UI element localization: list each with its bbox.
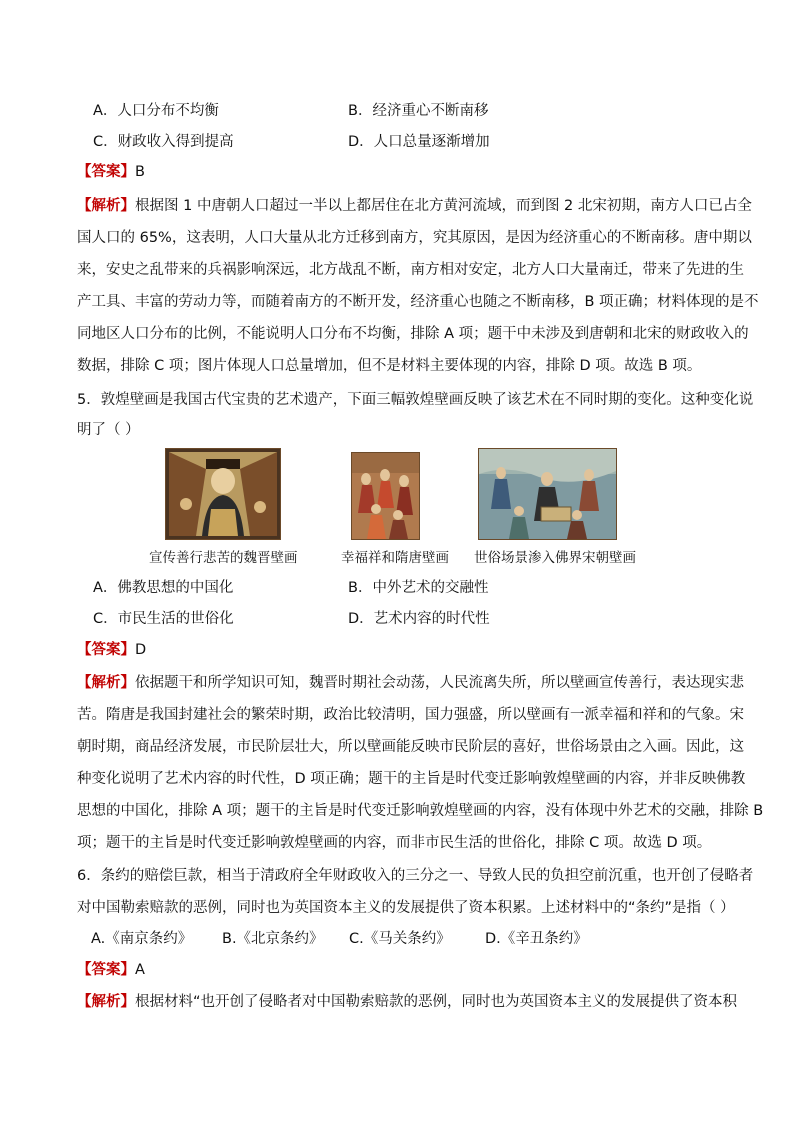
analysis-text: 根据材料“也开创了侵略者对中国勒索赔款的恶例，同时也为英国资本主义的发展提供了资本积 [135, 994, 738, 1010]
analysis-text: 依据题干和所学知识可知，魏晋时期社会动荡，人民流离失所，所以壁画宣传善行，表达现实悲 [135, 675, 744, 691]
q5-analysis-line-0 [77, 673, 744, 693]
q6-stem-line-1: 对中国勒索赔款的恶例，同时也为英国资本主义的发展提供了资本积累。上述材料中的“条约”是指（ ） [77, 900, 735, 916]
wei-jin-mural-image [165, 448, 281, 540]
q5-answer [77, 640, 146, 660]
sui-tang-mural-caption: 幸福祥和隋唐壁画 [341, 550, 449, 566]
q6-analysis-line-0 [77, 992, 737, 1012]
q5-analysis-line-2: 朝时期，商品经济发展，市民阶层壮大，所以壁画能反映市民阶层的喜好，世俗场景由之入画。因此，这 [77, 739, 744, 755]
q5-analysis-line-1: 苦。隋唐是我国封建社会的繁荣时期，政治比较清明，国力强盛，所以壁画有一派幸福和祥和的气象。宋 [77, 707, 744, 723]
q5-option-d: D．艺术内容的时代性 [348, 611, 490, 627]
q4-analysis-line-3: 产工具、丰富的劳动力等，而随着南方的不断开发，经济重心也随之不断南移，B 项正确；材料体现的是不 [77, 294, 759, 310]
q4-analysis-line-1: 国人口的 65%，这表明，人口大量从北方迁移到南方，究其原因，是因为经济重心的不断南移。唐中期以 [77, 230, 752, 246]
q4-option-b: B．经济重心不断南移 [348, 103, 489, 119]
q5-analysis-line-4: 思想的中国化，排除 A 项；题干的主旨是时代变迁影响敦煌壁画的内容，没有体现中外艺术的交融，排除 B [77, 803, 764, 819]
q4-analysis-line-0 [77, 196, 752, 216]
q6-stem-line-0: 6．条约的赔偿巨款，相当于清政府全年财政收入的三分之一、导致人民的负担空前沉重，也开创了侵略者 [77, 868, 754, 884]
song-mural-caption: 世俗场景渗入佛界宋朝壁画 [474, 550, 636, 566]
answer-value: A [135, 962, 145, 978]
q4-analysis-line-2: 来，安史之乱带来的兵祸影响深远，北方战乱不断，南方相对安定，北方人口大量南迁，带来了先进的生 [77, 262, 744, 278]
song-mural-image [478, 448, 617, 540]
q4-option-d: D．人口总量逐渐增加 [348, 134, 490, 150]
q6-option-c: C.《马关条约》 [349, 931, 451, 947]
q6-answer [77, 960, 145, 980]
answer-tag: 【答案】 [77, 962, 135, 978]
analysis-tag: 【解析】 [77, 198, 135, 214]
analysis-text: 根据图 1 中唐朝人口超过一半以上都居住在北方黄河流域，而到图 2 北宋初期，南方人口已占全 [135, 198, 752, 214]
q6-option-a: A.《南京条约》 [91, 931, 193, 947]
q5-option-b: B．中外艺术的交融性 [348, 580, 489, 596]
q6-option-b: B.《北京条约》 [222, 931, 324, 947]
q5-stem-line-1: 明了（ ） [77, 422, 140, 438]
answer-tag: 【答案】 [77, 642, 135, 658]
answer-tag: 【答案】 [77, 164, 135, 180]
q4-option-c: C．财政收入得到提高 [93, 134, 234, 150]
analysis-tag: 【解析】 [77, 675, 135, 691]
q4-option-a: A．人口分布不均衡 [93, 103, 219, 119]
q5-option-c: C．市民生活的世俗化 [93, 611, 234, 627]
answer-value: B [135, 164, 145, 180]
q6-option-d: D.《辛丑条约》 [485, 931, 588, 947]
analysis-tag: 【解析】 [77, 994, 135, 1010]
wei-jin-mural-caption: 宣传善行悲苦的魏晋壁画 [149, 550, 298, 566]
q5-analysis-line-3: 种变化说明了艺术内容的时代性，D 项正确；题干的主旨是时代变迁影响敦煌壁画的内容，并非反映佛教 [77, 771, 746, 787]
q4-analysis-line-4: 同地区人口分布的比例，不能说明人口分布不均衡，排除 A 项；题干中未涉及到唐朝和北宋的财政收入的 [77, 326, 749, 342]
q5-option-a: A．佛教思想的中国化 [93, 580, 234, 596]
q5-analysis-line-5: 项；题干的主旨是时代变迁影响敦煌壁画的内容，而非市民生活的世俗化，排除 C 项。故选 D 项。 [77, 835, 712, 851]
sui-tang-mural-image [351, 452, 420, 540]
answer-value: D [135, 642, 147, 658]
q5-stem-line-0: 5．敦煌壁画是我国古代宝贵的艺术遗产，下面三幅敦煌壁画反映了该艺术在不同时期的变化。这种变化说 [77, 392, 754, 408]
q4-analysis-line-5: 数据，排除 C 项；图片体现人口总量增加，但不是材料主要体现的内容，排除 D 项。故选 B 项。 [77, 358, 702, 374]
q4-answer [77, 162, 145, 182]
